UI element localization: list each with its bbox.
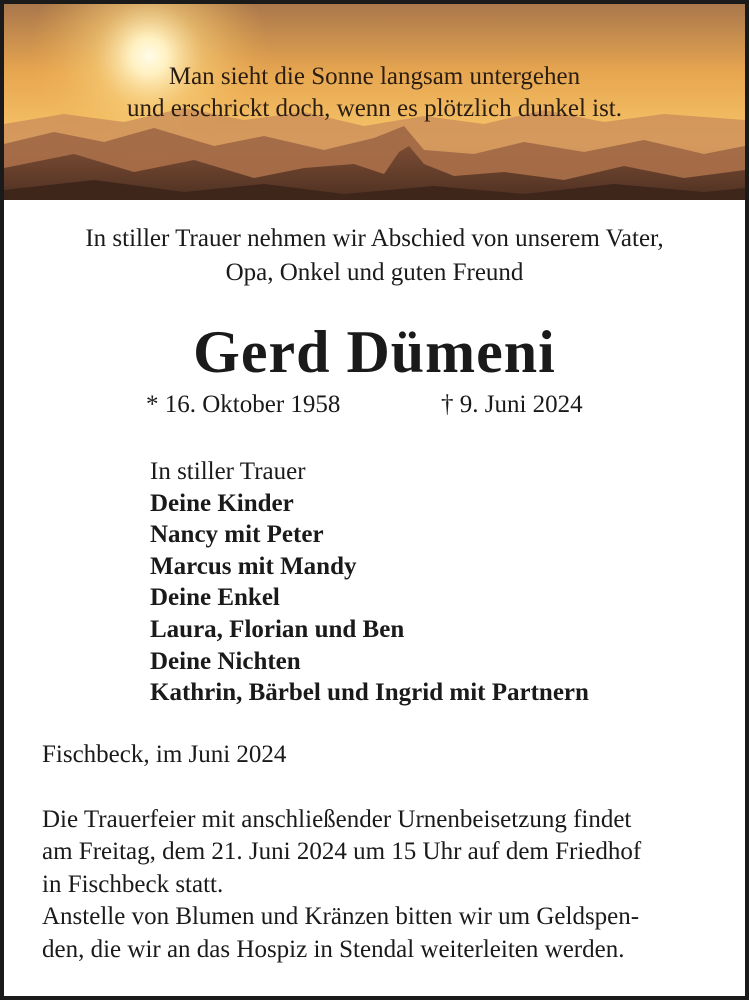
service-line-text: Die Trauerfeier mit anschließender Urnenbeisetzung findet: [42, 806, 632, 833]
intro-line: In stiller Trauer nehmen wir Abschied von unserem Vater,: [85, 225, 664, 252]
service-line: Anstelle von Blumen und Kränzen bitten wir um Geldspen-: [42, 903, 640, 931]
mourner-line: Kathrin, Bärbel und Ingrid mit Partnern: [150, 679, 589, 707]
motto-line: und erschrickt doch, wenn es plötzlich dunkel ist.: [126, 95, 623, 122]
mourner-line: Marcus mit Mandy: [150, 552, 357, 580]
mourners-list: [150, 456, 589, 709]
service-info: [42, 804, 712, 966]
place-date: Fischbeck, im Juni 2024: [42, 741, 287, 768]
service-line: in Fischbeck statt.: [42, 870, 224, 898]
intro-line: Opa, Onkel und guten Freund: [225, 259, 524, 286]
motto-line: Man sieht die Sonne langsam untergehen: [168, 63, 581, 90]
mourner-line: Nancy mit Peter: [150, 521, 324, 549]
service-line: am Freitag, dem 21. Juni 2024 um 15 Uhr auf dem Friedhof: [42, 838, 642, 866]
death-date: † 9. Juni 2024: [441, 391, 583, 418]
deceased-name: Gerd Dümeni: [193, 319, 556, 385]
motto-quote: [4, 61, 745, 125]
sunset-header: [4, 4, 745, 200]
mourner-line: Deine Enkel: [150, 584, 280, 612]
mourner-line: Deine Nichten: [150, 647, 301, 675]
intro-text: [4, 222, 745, 290]
mourner-line: Laura, Florian und Ben: [150, 615, 405, 643]
service-line: den, die wir an das Hospiz in Stendal weiterleiten werden.: [42, 935, 625, 963]
mourners-heading: In stiller Trauer: [150, 458, 306, 485]
birth-date: * 16. Oktober 1958: [146, 391, 341, 418]
mourner-line: Deine Kinder: [150, 489, 294, 517]
service-line: [42, 804, 712, 836]
